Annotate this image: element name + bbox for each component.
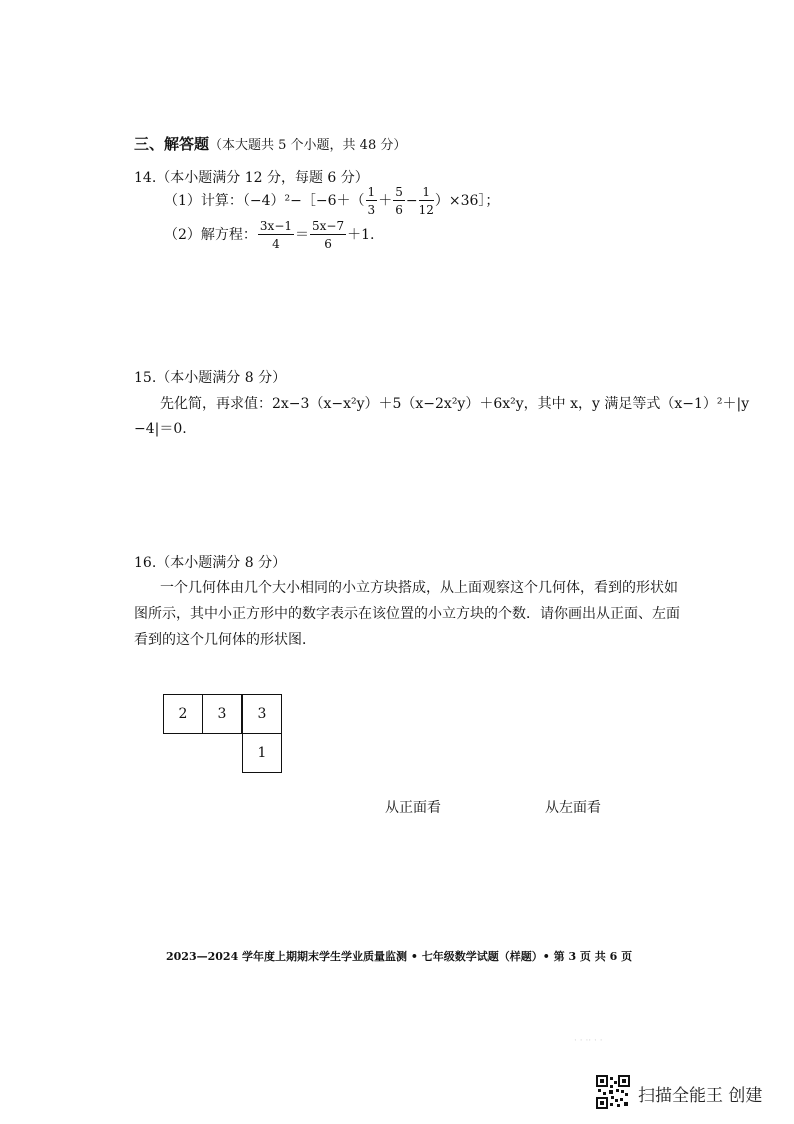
fraction	[366, 186, 378, 216]
q14-part1	[164, 186, 499, 216]
grid-cell: 3	[242, 694, 282, 734]
fraction-denominator: 6	[395, 203, 403, 217]
front-view-label: 从正面看	[385, 800, 441, 816]
fraction-numerator: 5	[395, 185, 403, 199]
q15-line2: −4|＝0.	[134, 421, 187, 437]
q14-part1-lead: （−4）²−［−6＋（	[242, 193, 365, 209]
scanner-watermark	[638, 1081, 762, 1106]
q15-line1: 先化简，再求值：2x−3（x−x²y）＋5（x−2x²y）＋6x²y，其中 x，y 满足等式（x−1）²＋|y	[160, 396, 750, 412]
operator: −	[405, 193, 418, 209]
q16-header: 16.（本小题满分 8 分）	[134, 555, 287, 571]
fraction-numerator: 3x−1	[259, 219, 293, 233]
q14-header: 14.（本小题满分 12 分，每题 6 分）	[134, 170, 369, 186]
fraction-denominator: 6	[324, 237, 332, 251]
fraction-numerator: 5x−7	[312, 219, 345, 233]
q14-part2-tail: ＋1.	[347, 227, 375, 243]
operator: ＋	[378, 193, 393, 209]
watermark-text: 扫描全能王	[638, 1086, 723, 1106]
grid-cell: 3	[202, 694, 242, 734]
q16-line3: 看到的这个几何体的形状图．	[134, 632, 316, 648]
section-title	[134, 133, 406, 154]
grid-cell: 2	[163, 694, 203, 734]
fraction-denominator: 4	[272, 237, 280, 251]
fraction-denominator: 3	[367, 203, 376, 217]
qr-code-icon	[596, 1075, 630, 1109]
fraction	[310, 220, 346, 250]
left-view-label: 从左面看	[545, 800, 601, 816]
q15-header: 15.（本小题满分 8 分）	[134, 370, 287, 386]
equals-sign: ＝	[295, 227, 310, 243]
q14-part2	[164, 220, 374, 250]
section-title-text: 三、解答题	[134, 135, 210, 153]
q16-line2: 图所示，其中小正方形中的数字表示在该位置的小立方块的个数．请你画出从正面、左面	[134, 606, 680, 622]
fraction-numerator: 1	[419, 186, 434, 201]
watermark-action: 创建	[728, 1086, 763, 1106]
fraction	[393, 186, 405, 216]
fraction	[419, 186, 434, 216]
q14-part2-label: （2）解方程：	[164, 227, 257, 243]
faint-text: · · ·· · ·	[574, 1036, 603, 1046]
q14-part1-tail: ）×36］；	[434, 193, 500, 209]
page-footer: 2023—2024 学年度上期期末学生学业质量监测 • 七年级数学试题（样题）• 第 3 页 共 6 页	[166, 950, 633, 963]
fraction	[258, 220, 294, 250]
q14-part1-label: （1）计算：	[164, 193, 243, 209]
section-note: （本大题共 5 个小题，共 48 分）	[209, 138, 407, 153]
fraction-numerator: 1	[367, 185, 376, 199]
grid-cell: 1	[242, 733, 282, 773]
q16-line1: 一个几何体由几个大小相同的小立方块搭成，从上面观察这个几何体，看到的形状如	[160, 580, 678, 596]
fraction-denominator: 12	[418, 203, 434, 217]
